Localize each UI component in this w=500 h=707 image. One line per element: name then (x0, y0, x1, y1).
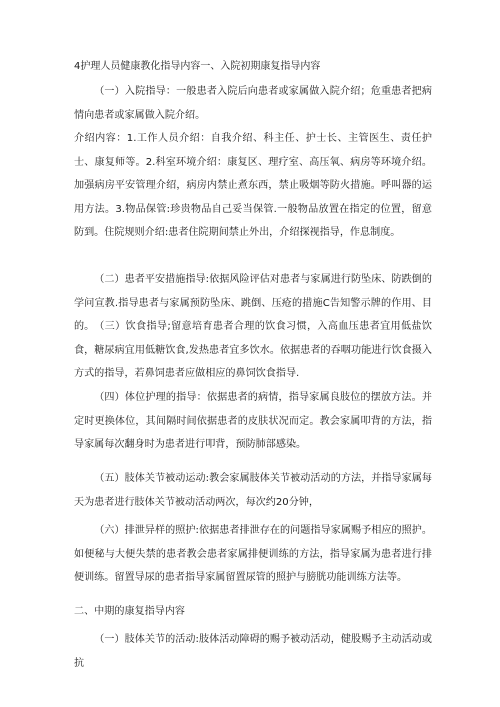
paragraph-admission-guidance: （一）入院指导：一般患者入院后向患者或家属做入院介绍；危重患者把病情向患者或家属做入院介绍。 (74, 86, 432, 121)
paragraph-safety-measures: （二）患者平安措施指导:依据风险评估对患者与家属进行防坠床、防跌倒的学问宣教.指导患者与家属预防坠床、跳倒、压疮的措施C告知警示牌的作用、目的。 (74, 274, 432, 333)
paragraph-diet-guidance: （三）饮食指导;留意培育患者合理的饮食习惯，入高血压患者宜用低盐饮食，糖尿病宜用低糖饮食,发热患者宜多饮水。依据患者的吞咽功能进行饮食摄入方式的指导，若鼻饲患者应做相应的鼻饲饮食指导. (74, 321, 432, 380)
paragraph-excretion-care: （六）排泄异样的照护:依据患者排泄存在的问题指导家属赐予相应的照护。如便秘与大便失禁的患者教会患者家属排便训练的方法，指导家属为患者进行排便训练。留置导尿的患者指导家属留置尿管的照护与膀胱功能训练方法等。 (74, 525, 432, 584)
document-title: 4护理人员健康教化指导内容一、入院初期康复指导内容 (74, 61, 321, 72)
paragraph-passive-motion: （五）肢体关节被动运动:教会家属肢体关节被动活动的方法，并指导家属每天为患者进行肢体关节被动活动两次，每次约20分钟， (74, 473, 432, 508)
paragraph-limb-joint-activity: （一）肢体关节的活动:肢体活动障碍的赐予被动活动，健股赐予主动活动或抗 (74, 634, 432, 669)
paragraph-position-care: （四）体位护理的指导：依据患者的病情，指导家属良肢位的摆放方法。并定时更换体位，其间隔时间依据患者的皮肤状况而定。教会家属叩背的方法，指导家属每次翻身时为患者进行叩背，预防肺部感染。 (74, 392, 432, 451)
section-heading-mid-term: 二、中期的康复指导内容 (74, 606, 186, 617)
paragraph-introduction-content: 介绍内容：1.工作人员介绍：自我介绍、科主任、护士长、主管医生、责任护士、康复师等。2.科室环境介绍：康复区、理疗室、高压氧、病房等环境介绍。加强病房平安管理介绍，病房内禁止煮东西，禁止吸烟等防火措施。呼叫器的运用方法。3.物品保管:珍贵物品自己妥当保管.一般物品放置在指定的位置，留意防到。住院规则介绍:患者住院期间禁止外出，介绍探视指导，作息制度。 (74, 133, 432, 239)
